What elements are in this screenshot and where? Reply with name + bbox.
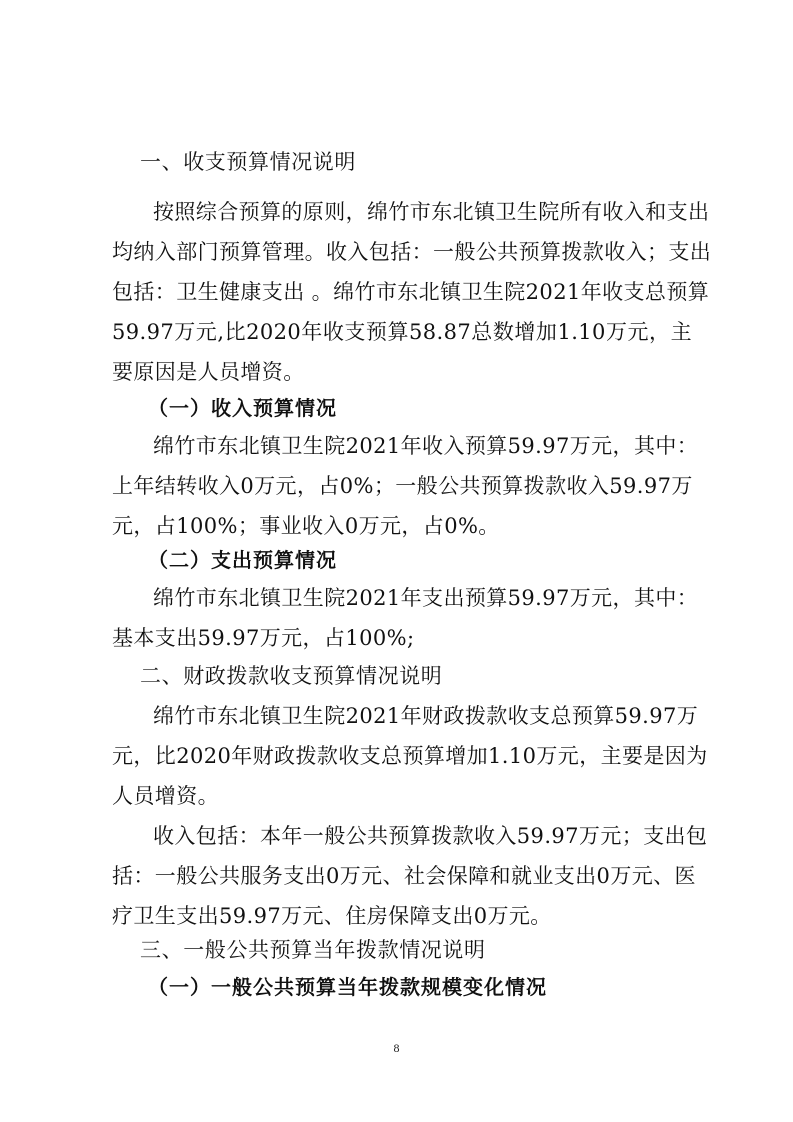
paragraph-line: 元，占100%；事业收入0万元，占0%。 — [112, 514, 500, 538]
paragraph-line: 绵竹市东北镇卫生院2021年收入预算59.97万元，其中： — [153, 434, 699, 458]
paragraph-line: 均纳入部门预算管理。收入包括：一般公共预算拨款收入；支出 — [112, 240, 712, 264]
paragraph-line: 包括：卫生健康支出 。绵竹市东北镇卫生院2021年收支总预算 — [112, 280, 710, 304]
section-1-heading: 一、收支预算情况说明 — [140, 150, 356, 174]
paragraph-line: 人员增资。 — [112, 784, 219, 808]
subsection-expense-heading: （二）支出预算情况 — [148, 548, 337, 572]
page-number: 8 — [393, 1041, 400, 1055]
section-2-heading: 二、财政拨款收支预算情况说明 — [140, 664, 443, 688]
paragraph-line: 括：一般公共服务支出0万元、社会保障和就业支出0万元、医 — [112, 864, 696, 888]
paragraph-line: 绵竹市东北镇卫生院2021年财政拨款收支总预算59.97万 — [153, 704, 699, 728]
subsection-allocation-heading: （一）一般公共预算当年拨款规模变化情况 — [148, 975, 547, 999]
paragraph-line: 上年结转收入0万元，占0%；一般公共预算拨款收入59.97万 — [112, 474, 693, 498]
paragraph-line: 按照综合预算的原则，绵竹市东北镇卫生院所有收入和支出 — [153, 200, 710, 224]
paragraph-line: 59.97万元,比2020年收支预算58.87总数增加1.10万元，主 — [112, 320, 692, 344]
paragraph-line: 元，比2020年财政拨款收支总预算增加1.10万元，主要是因为 — [112, 744, 708, 768]
paragraph-line: 要原因是人员增资。 — [112, 360, 305, 384]
section-3-heading: 三、一般公共预算当年拨款情况说明 — [140, 938, 486, 962]
subsection-income-heading: （一）收入预算情况 — [148, 396, 337, 420]
paragraph-line: 收入包括：本年一般公共预算拨款收入59.97万元；支出包 — [153, 824, 708, 848]
paragraph-line: 基本支出59.97万元，占100%; — [112, 626, 415, 650]
paragraph-line: 绵竹市东北镇卫生院2021年支出预算59.97万元，其中： — [153, 586, 699, 610]
paragraph-line: 疗卫生支出59.97万元、住房保障支出0万元。 — [112, 904, 552, 928]
